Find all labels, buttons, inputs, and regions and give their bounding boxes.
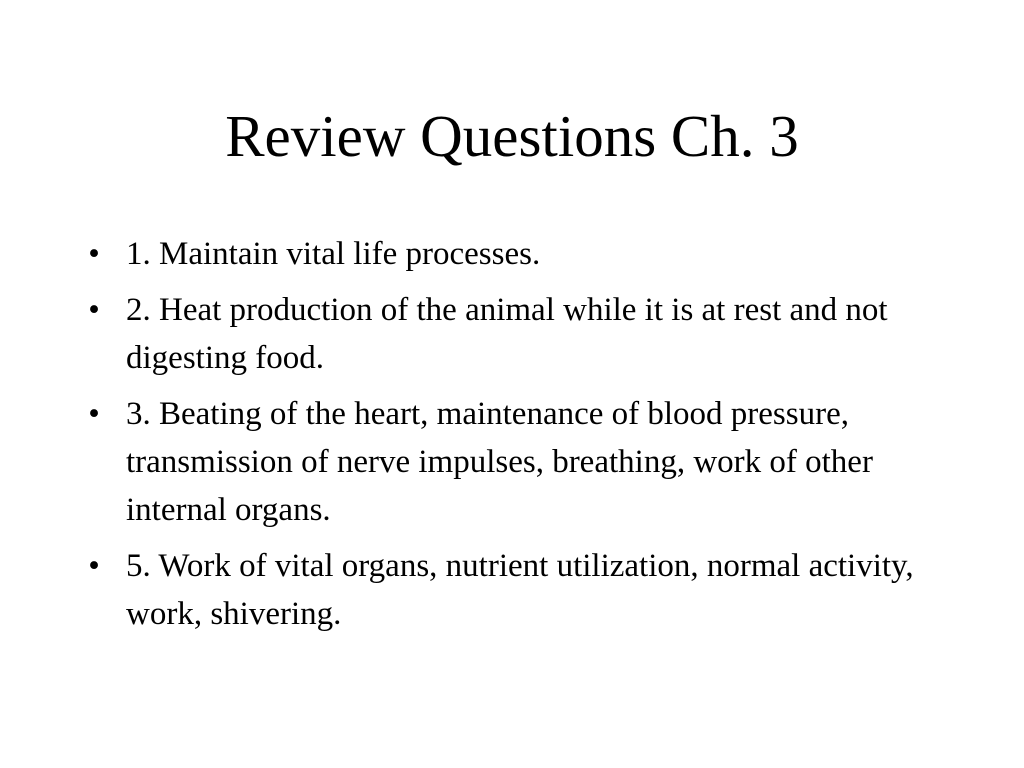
list-item (82, 230, 962, 278)
bullet-icon: • (88, 292, 100, 328)
bullet-icon: • (88, 236, 100, 272)
bullet-list (82, 230, 962, 646)
bullet-icon: • (88, 396, 100, 432)
list-item (82, 390, 962, 534)
list-item-text: 5. Work of vital organs, nutrient utilization, normal activity, work, shivering. (126, 548, 914, 632)
list-item-text: 2. Heat production of the animal while it is at rest and not digesting food. (126, 292, 888, 376)
list-item-text: 1. Maintain vital life processes. (126, 236, 541, 272)
bullet-icon: • (88, 548, 100, 584)
list-item (82, 542, 962, 638)
list-item (82, 286, 962, 382)
slide-title: Review Questions Ch. 3 (225, 103, 799, 169)
list-item-text: 3. Beating of the heart, maintenance of blood pressure, transmission of nerve impulses, breathing, work of other internal organs. (126, 396, 873, 528)
